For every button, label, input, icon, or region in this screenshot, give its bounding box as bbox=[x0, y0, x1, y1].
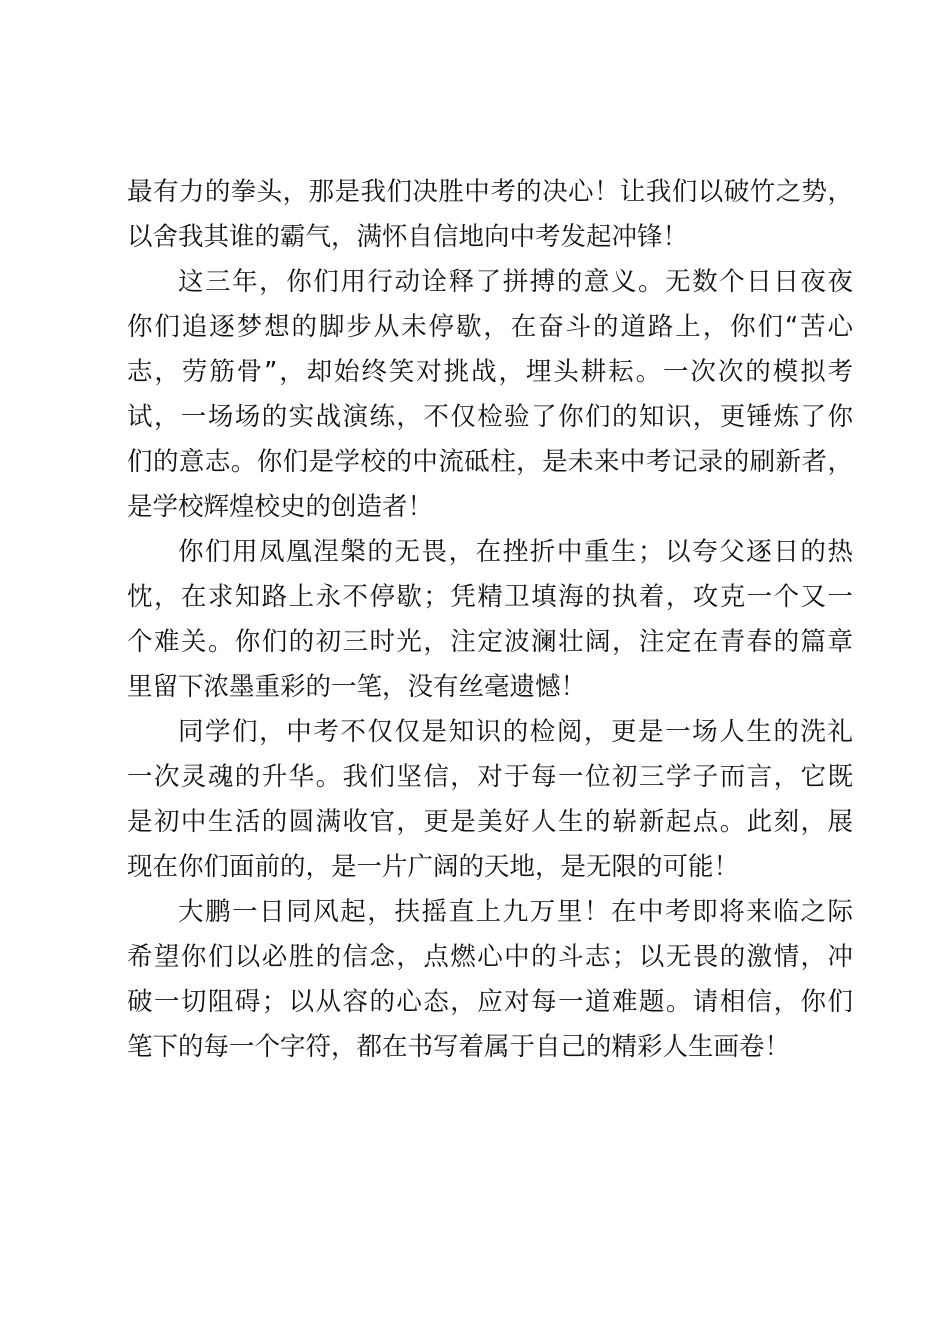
text-line: 个难关。你们的初三时光，注定波澜壮阔，注定在青春的篇章 bbox=[127, 627, 853, 657]
text-line: 现在你们面前的，是一片广阔的天地，是无限的可能！ bbox=[127, 852, 740, 882]
text-line: 志，劳筋骨”，却始终笑对挑战，埋头耕耘。一次次的模拟考 bbox=[127, 357, 853, 387]
text-line: 们的意志。你们是学校的中流砥柱，是未来中考记录的刷新者， bbox=[127, 447, 853, 477]
text-line: 笔下的每一个字符，都在书写着属于自己的精彩人生画卷！ bbox=[127, 1032, 791, 1062]
text-line: 最有力的拳头，那是我们决胜中考的决心！让我们以破竹之势， bbox=[127, 177, 853, 207]
paragraph-first-line: 大鹏一日同风起，扶摇直上九万里！在中考即将来临之际 bbox=[178, 897, 853, 927]
text-line: 忱，在求知路上永不停歇；凭精卫填海的执着，攻克一个又一 bbox=[127, 582, 853, 612]
text-line: 一次灵魂的升华。我们坚信，对于每一位初三学子而言，它既 bbox=[127, 762, 853, 792]
text-line: 是学校辉煌校史的创造者！ bbox=[127, 492, 434, 522]
text-line: 希望你们以必胜的信念，点燃心中的斗志；以无畏的激情，冲 bbox=[127, 942, 853, 972]
paragraph-first-line: 你们用凤凰涅槃的无畏，在挫折中重生；以夸父逐日的热 bbox=[178, 537, 853, 567]
text-line: 里留下浓墨重彩的一笔，没有丝毫遗憾！ bbox=[127, 672, 587, 702]
text-line: 以舍我其谁的霸气，满怀自信地向中考发起冲锋！ bbox=[127, 222, 689, 252]
paragraph-first-line: 同学们，中考不仅仅是知识的检阅，更是一场人生的洗礼 bbox=[178, 717, 853, 747]
text-line: 是初中生活的圆满收官，更是美好人生的崭新起点。此刻，展 bbox=[127, 807, 853, 837]
paragraph-first-line: 这三年，你们用行动诠释了拼搏的意义。无数个日日夜夜 bbox=[178, 267, 853, 297]
speech-body bbox=[127, 170, 853, 1070]
text-line: 你们追逐梦想的脚步从未停歇，在奋斗的道路上，你们“苦心 bbox=[127, 312, 853, 342]
text-line: 破一切阻碍；以从容的心态，应对每一道难题。请相信，你们 bbox=[127, 987, 853, 1017]
text-line: 试，一场场的实战演练，不仅检验了你们的知识，更锤炼了你 bbox=[127, 402, 853, 432]
